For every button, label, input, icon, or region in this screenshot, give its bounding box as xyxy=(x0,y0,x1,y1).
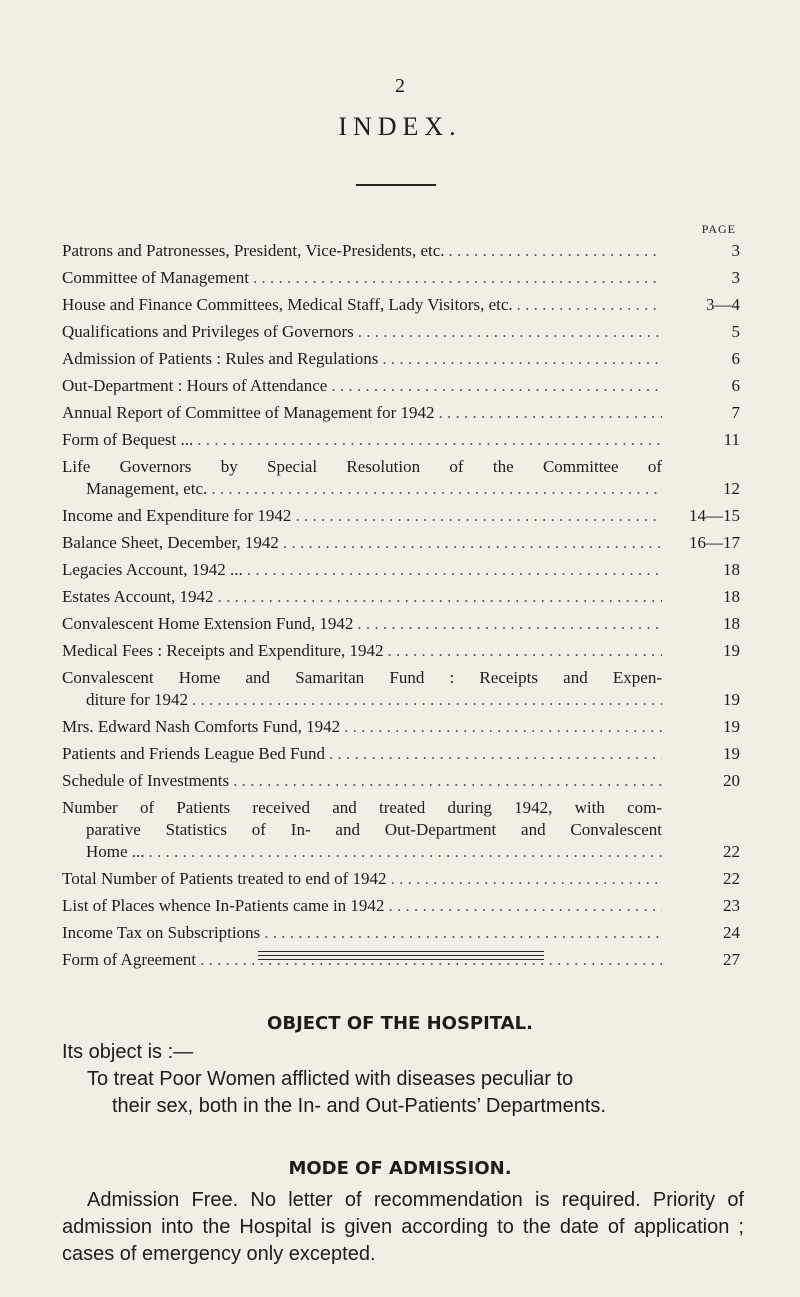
object-text xyxy=(62,1066,744,1120)
toc-entry-title: House and Finance Committees, Medical Staff, Lady Visitors, etc. . . . xyxy=(62,294,662,316)
toc-entry-page: 18 xyxy=(662,559,740,581)
toc-entry-page: 19 xyxy=(662,689,740,711)
toc-entry-page: 14—15 xyxy=(662,505,740,527)
toc-entry-title: Total Number of Patients treated to end of 1942 . . . xyxy=(62,868,662,890)
toc-row xyxy=(62,743,740,765)
toc-entry-page: 27 xyxy=(662,949,740,971)
object-text-line-1: To treat Poor Women afflicted with diseases peculiar to xyxy=(87,1068,574,1090)
toc-row xyxy=(62,868,740,890)
section-divider xyxy=(258,951,544,963)
toc-entry-page: 7 xyxy=(662,402,740,424)
toc-row xyxy=(62,375,740,397)
toc-row xyxy=(62,716,740,738)
toc-row xyxy=(62,294,740,316)
toc-entry-title-continued: diture for 1942 . . . xyxy=(62,689,662,711)
toc-entry-page: 19 xyxy=(662,716,740,738)
toc-entry-page: 12 xyxy=(662,478,740,500)
toc-row xyxy=(62,895,740,917)
toc-row xyxy=(62,770,740,792)
toc-entry-page: 22 xyxy=(662,868,740,890)
toc-row xyxy=(62,559,740,581)
toc-row xyxy=(62,402,740,424)
toc-entry-page: 19 xyxy=(662,640,740,662)
toc-row xyxy=(62,321,740,343)
title-rule xyxy=(356,184,436,186)
toc-entry-page: 18 xyxy=(662,586,740,608)
object-text-line-2: their sex, both in the In- and Out-Patients’ Departments. xyxy=(112,1095,606,1117)
toc-row xyxy=(62,532,740,554)
object-intro: Its object is :— xyxy=(62,1041,194,1063)
toc-entry-title: Form of Bequest ... . . . xyxy=(62,429,662,451)
object-heading: OBJECT OF THE HOSPITAL. xyxy=(267,1013,533,1034)
toc-row xyxy=(62,922,740,944)
toc-entry-page: 5 xyxy=(662,321,740,343)
toc-entry-title: Admission of Patients : Rules and Regulations . . . xyxy=(62,348,662,370)
toc-entry-page: 11 xyxy=(662,429,740,451)
toc-row xyxy=(62,240,740,262)
toc-entry-title: Qualifications and Privileges of Governors . . . xyxy=(62,321,662,343)
toc-entry-title-continued: Home ... . . . xyxy=(62,841,662,863)
toc-entry-title: Patrons and Patronesses, President, Vice-Presidents, etc. . . . xyxy=(62,240,662,262)
toc-row xyxy=(62,667,740,711)
page-title: INDEX. xyxy=(338,112,462,141)
page-column-header: PAGE xyxy=(701,222,736,236)
toc-entry-title: Form of Agreement . . . xyxy=(62,949,662,971)
toc-entry-title: Income and Expenditure for 1942 . . . xyxy=(62,505,662,527)
toc-row xyxy=(62,586,740,608)
table-of-contents xyxy=(62,240,740,976)
toc-row xyxy=(62,267,740,289)
toc-entry-page: 16—17 xyxy=(662,532,740,554)
toc-entry-title-continued: Management, etc. . . . xyxy=(62,478,662,500)
toc-entry-title: Balance Sheet, December, 1942 . . . xyxy=(62,532,662,554)
toc-entry-page: 20 xyxy=(662,770,740,792)
toc-entry-title: Legacies Account, 1942 ... . . . xyxy=(62,559,662,581)
toc-entry-page: 6 xyxy=(662,375,740,397)
toc-entry-page: 3 xyxy=(662,240,740,262)
toc-entry-title-middle: parative Statistics of In- and Out-Department and Convalescent xyxy=(86,820,662,839)
toc-entry-page: 22 xyxy=(662,841,740,863)
toc-entry-title: Estates Account, 1942 . . . xyxy=(62,586,662,608)
toc-row xyxy=(62,505,740,527)
toc-entry-title: Number of Patients received and treated during 1942, with com- xyxy=(62,798,662,817)
toc-entry-title: Income Tax on Subscriptions . . . xyxy=(62,922,662,944)
toc-entry-title: Convalescent Home and Samaritan Fund : Receipts and Expen- xyxy=(62,668,662,687)
toc-row xyxy=(62,456,740,500)
toc-entry-title: Out-Department : Hours of Attendance . . . xyxy=(62,375,662,397)
toc-entry-page: 19 xyxy=(662,743,740,765)
toc-entry-title: Medical Fees : Receipts and Expenditure, 1942 . . . xyxy=(62,640,662,662)
toc-entry-title: List of Places whence In-Patients came in 1942 . . . xyxy=(62,895,662,917)
mode-text: Admission Free. No letter of recommendation is required. Priority of admission into the Hospital is given according to the date of application ; cases of emergency only excepted. xyxy=(62,1189,744,1265)
toc-entry-title: Convalescent Home Extension Fund, 1942 . . . xyxy=(62,613,662,635)
toc-entry-page: 3—4 xyxy=(662,294,740,316)
toc-row xyxy=(62,640,740,662)
toc-entry-title: Schedule of Investments . . . xyxy=(62,770,662,792)
toc-entry-page: 6 xyxy=(662,348,740,370)
toc-row xyxy=(62,613,740,635)
toc-entry-page: 24 xyxy=(662,922,740,944)
toc-entry-page: 3 xyxy=(662,267,740,289)
toc-entry-page: 18 xyxy=(662,613,740,635)
toc-entry-title: Mrs. Edward Nash Comforts Fund, 1942 . . . xyxy=(62,716,662,738)
toc-entry-title: Life Governors by Special Resolution of the Committee of xyxy=(62,457,662,476)
toc-entry-title: Annual Report of Committee of Management for 1942 . . . xyxy=(62,402,662,424)
toc-entry-page: 23 xyxy=(662,895,740,917)
toc-row xyxy=(62,348,740,370)
mode-heading: MODE OF ADMISSION. xyxy=(288,1158,512,1179)
toc-row xyxy=(62,429,740,451)
toc-row xyxy=(62,797,740,863)
toc-entry-title: Patients and Friends League Bed Fund . . . xyxy=(62,743,662,765)
toc-entry-title: Committee of Management . . . xyxy=(62,267,662,289)
page-number: 2 xyxy=(395,75,405,97)
